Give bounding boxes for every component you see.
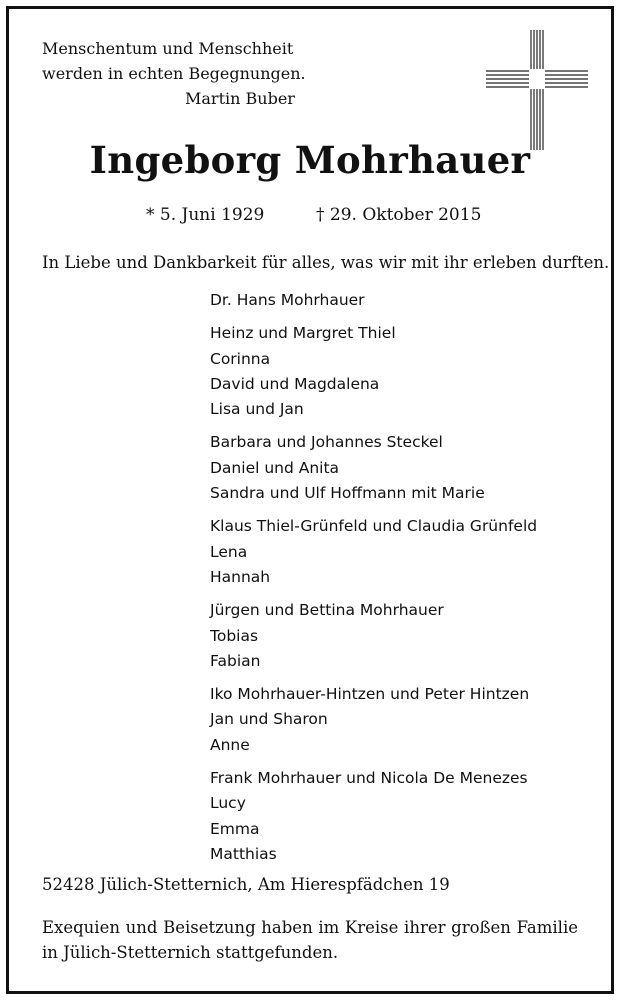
mourner-name: Lucy — [210, 794, 246, 813]
mourner-group — [210, 682, 537, 758]
mourner-name: Corinna — [210, 349, 271, 368]
mourner-name: Jan und Sharon — [210, 710, 328, 729]
epigraph-quote — [42, 36, 306, 111]
mourner-group — [210, 766, 537, 867]
mourner-name: Dr. Hans Mohrhauer — [210, 291, 365, 309]
mourner-name: Heinz und Margret Thiel — [210, 324, 396, 343]
mourner-name: Daniel und Anita — [210, 458, 340, 477]
mourner-name: Hannah — [210, 567, 271, 586]
intro-text: In Liebe und Dankbarkeit für alles, was wir mit ihr erleben durften. — [42, 253, 610, 272]
mourner-name: Jürgen und Bettina Mohrhauer — [210, 601, 444, 620]
mourner-name: Anne — [210, 735, 250, 754]
mourner-name: Sandra und Ulf Hoffmann mit Marie — [210, 484, 485, 503]
quote-line: werden in echten Begegnungen. — [42, 64, 306, 83]
quote-author: Martin Buber — [185, 89, 295, 108]
birth-date: * 5. Juni 1929 — [146, 205, 265, 225]
death-date: † 29. Oktober 2015 — [316, 205, 482, 225]
mourner-group — [210, 430, 537, 506]
mourner-name: Emma — [210, 819, 260, 838]
mourner-name: Barbara und Johannes Steckel — [210, 433, 443, 452]
quote-line: Menschentum und Menschheit — [42, 39, 294, 58]
mourner-name: Matthias — [210, 844, 277, 863]
mourner-name: Frank Mohrhauer und Nicola De Menezes — [210, 769, 528, 788]
mourner-name: Klaus Thiel-Grünfeld und Claudia Grünfeld — [210, 517, 538, 536]
mourner-group — [210, 598, 537, 674]
mourner-name: Fabian — [210, 651, 261, 670]
mourner-group — [210, 288, 537, 313]
cross-icon — [484, 28, 590, 152]
mourner-name: Tobias — [210, 626, 259, 645]
mourners-list — [210, 288, 537, 875]
mourner-group — [210, 514, 537, 590]
address: 52428 Jülich-Stetternich, Am Hierespfädchen 19 — [42, 875, 450, 894]
closing-text: Exequien und Beisetzung haben im Kreise ihrer großen Familie in Jülich-Stetternich stattgefunden. — [42, 918, 578, 962]
deceased-name: Ingeborg Mohrhauer — [89, 138, 531, 182]
mourner-name: Lisa und Jan — [210, 400, 304, 419]
mourner-name: Lena — [210, 542, 248, 561]
mourner-name: Iko Mohrhauer-Hintzen und Peter Hintzen — [210, 685, 530, 704]
mourner-group — [210, 321, 537, 422]
mourner-name: David und Magdalena — [210, 374, 380, 393]
